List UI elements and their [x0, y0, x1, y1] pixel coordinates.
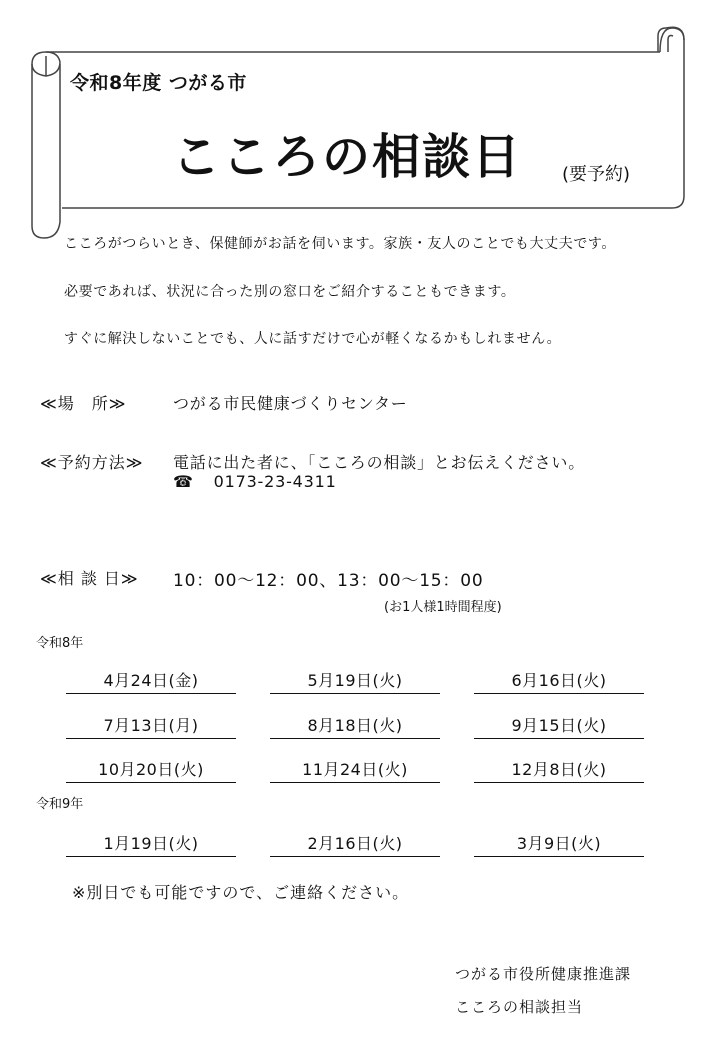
telephone-icon: ☎ [173, 472, 194, 491]
date-item: 6月16日(火) [474, 668, 644, 694]
date-item: 3月9日(火) [474, 831, 644, 857]
date-item: 11月24日(火) [270, 757, 440, 783]
date-item: 10月20日(火) [66, 757, 236, 783]
location-value: つがる市民健康づくりセンター [173, 394, 408, 413]
intro-line-1: こころがつらいとき、保健師がお話を伺います。家族・友人のことでも大丈夫です。 [64, 236, 616, 252]
date-item: 4月24日(金) [66, 668, 236, 694]
date-item: 8月18日(火) [270, 713, 440, 739]
phone-number: 0173-23-4311 [213, 472, 337, 491]
intro-line-2: 必要であれば、状況に合った別の窓口をご紹介することもできます。 [64, 284, 516, 300]
year-label-r8: 令和8年 [36, 636, 84, 651]
banner-subtitle: 令和8年度 つがる市 [70, 72, 247, 94]
consultation-duration: (お1人様1時間程度) [384, 600, 502, 615]
footer-department: つがる市役所健康推進課 [455, 965, 632, 983]
consultation-hours: 10：00～12：00、13：00～15：00 [173, 571, 484, 591]
reservation-label: ≪予約方法≫ [40, 453, 144, 472]
date-item: 12月8日(火) [474, 757, 644, 783]
date-item: 5月19日(火) [270, 668, 440, 694]
date-item: 2月16日(火) [270, 831, 440, 857]
location-label: ≪場 所≫ [40, 394, 127, 413]
intro-line-3: すぐに解決しないことでも、人に話すだけで心が軽くなるかもしれません。 [64, 331, 562, 347]
footer-contact: こころの相談担当 [455, 998, 584, 1016]
consultation-label: ≪相 談 日≫ [40, 569, 139, 588]
date-item: 9月15日(火) [474, 713, 644, 739]
phone-row [173, 472, 337, 491]
other-days-note: ※別日でも可能ですので、ご連絡ください。 [72, 883, 410, 902]
date-item: 7月13日(月) [66, 713, 236, 739]
year-label-r9: 令和9年 [36, 797, 84, 812]
page-title: こころの相談日 [172, 129, 523, 185]
reservation-required-note: (要予約) [562, 164, 631, 185]
date-item: 1月19日(火) [66, 831, 236, 857]
reservation-value: 電話に出た者に、「こころの相談」とお伝えください。 [173, 453, 586, 472]
